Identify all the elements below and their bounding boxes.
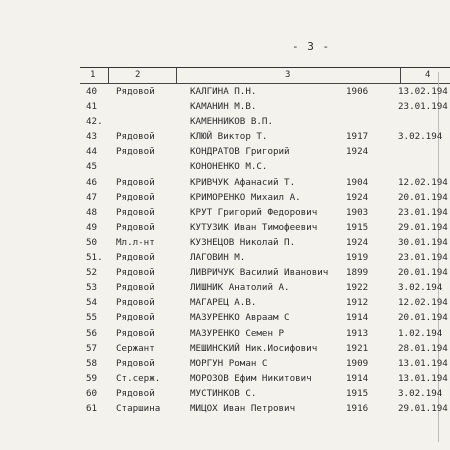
table-row [0, 190, 450, 205]
row-name: МИЦОХ Иван Петрович [190, 402, 296, 414]
row-birth-year: 1924 [346, 146, 369, 158]
row-number: 46 [86, 176, 98, 188]
row-date: 23.01.194 [398, 206, 448, 218]
row-rank: Рядовой [116, 146, 155, 158]
table-row [0, 371, 450, 386]
row-date: 3.02.194 [398, 387, 443, 399]
row-birth-year: 1915 [346, 221, 369, 233]
row-number: 50 [86, 236, 98, 248]
row-name: КАМАНИН М.В. [190, 101, 257, 113]
row-birth-year: 1922 [346, 282, 369, 294]
row-date: 23.01.194 [398, 252, 448, 264]
row-number: 59 [86, 372, 98, 384]
row-number: 44 [86, 146, 98, 158]
row-number: 55 [86, 312, 98, 324]
table-row [0, 235, 450, 250]
table-row [0, 250, 450, 265]
row-number: 48 [86, 206, 98, 218]
row-rank: Рядовой [116, 86, 155, 97]
row-date: 29.01.194 [398, 402, 448, 414]
row-rank: Рядовой [116, 221, 155, 233]
row-number: 49 [86, 221, 98, 233]
column-header-2: 2 [135, 70, 141, 80]
row-name: КАМЕННИКОВ В.П. [190, 116, 273, 128]
row-name: МАЗУРЕНКО Семен Р [190, 327, 285, 339]
row-number: 43 [86, 131, 98, 143]
row-birth-year: 1912 [346, 297, 369, 309]
row-date: 28.01.194 [398, 342, 448, 354]
row-birth-year: 1903 [346, 206, 369, 218]
row-number: 53 [86, 282, 98, 294]
row-rank: Рядовой [116, 252, 155, 264]
row-rank: Рядовой [116, 327, 155, 339]
row-date: 1.02.194 [398, 327, 443, 339]
row-birth-year: 1924 [346, 191, 369, 203]
table-row [0, 401, 450, 416]
table-row [0, 356, 450, 371]
row-birth-year: 1914 [346, 312, 369, 324]
row-name: КРИВЧУК Афанасий Т. [190, 176, 296, 188]
table-row [0, 159, 450, 174]
row-number: 52 [86, 267, 98, 279]
row-name: МОРГУН Роман С [190, 357, 268, 369]
row-number: 40 [86, 86, 98, 97]
row-birth-year: 1904 [346, 176, 369, 188]
table-row [0, 341, 450, 356]
row-number: 56 [86, 327, 98, 339]
row-rank: Сержант [116, 342, 155, 354]
row-number: 60 [86, 387, 98, 399]
row-rank: Рядовой [116, 206, 155, 218]
table-row [0, 205, 450, 220]
table-row [0, 114, 450, 129]
table-row [0, 295, 450, 310]
table-row [0, 310, 450, 325]
row-name: МАГАРЕЦ А.В. [190, 297, 257, 309]
row-date: 12.02.194 [398, 297, 448, 309]
table-top-rule [80, 67, 450, 68]
row-date: 3.02.194 [398, 131, 443, 143]
row-birth-year: 1899 [346, 267, 369, 279]
row-number: 41 [86, 101, 98, 113]
row-birth-year: 1915 [346, 387, 369, 399]
row-birth-year: 1921 [346, 342, 369, 354]
row-birth-year: 1909 [346, 357, 369, 369]
row-birth-year: 1913 [346, 327, 369, 339]
row-name: КРИМОРЕНКО Михаил А. [190, 191, 301, 203]
row-number: 58 [86, 357, 98, 369]
row-rank: Мл.л-нт [116, 236, 155, 248]
row-rank: Рядовой [116, 282, 155, 294]
row-date: 20.01.194 [398, 312, 448, 324]
table-row [0, 144, 450, 159]
row-name: КРУТ Григорий Федорович [190, 206, 318, 218]
row-number: 61 [86, 402, 98, 414]
table-row [0, 265, 450, 280]
column-divider [108, 68, 109, 83]
row-number: 54 [86, 297, 98, 309]
row-name: КОНДРАТОВ Григорий [190, 146, 290, 158]
row-rank: Ст.серж. [116, 372, 161, 384]
row-rank: Старшина [116, 402, 161, 414]
table-row [0, 280, 450, 295]
row-birth-year: 1906 [346, 86, 369, 97]
row-rank: Рядовой [116, 387, 155, 399]
row-date: 23.01.194 [398, 101, 448, 113]
row-number: 45 [86, 161, 98, 173]
table-row [0, 84, 450, 99]
row-rank: Рядовой [116, 312, 155, 324]
table-row [0, 220, 450, 235]
row-birth-year: 1914 [346, 372, 369, 384]
table-row [0, 386, 450, 401]
row-birth-year: 1917 [346, 131, 369, 143]
row-birth-year: 1924 [346, 236, 369, 248]
row-name: МУСТИНКОВ С. [190, 387, 257, 399]
table-row [0, 326, 450, 341]
column-divider [176, 68, 177, 83]
row-number: 42. [86, 116, 103, 128]
row-date: 20.01.194 [398, 191, 448, 203]
row-name: МЕШИНСКИЙ Ник.Иосифович [190, 342, 318, 354]
row-rank: Рядовой [116, 191, 155, 203]
row-name: ЛИШНИК Анатолий А. [190, 282, 290, 294]
row-date: 3.02.194 [398, 282, 443, 294]
table-row [0, 129, 450, 144]
row-date: 30.01.194 [398, 236, 448, 248]
row-name: КАЛГИНА П.Н. [190, 86, 257, 97]
column-header-4: 4 [425, 70, 431, 80]
row-number: 57 [86, 342, 98, 354]
row-rank: Рядовой [116, 176, 155, 188]
row-birth-year: 1916 [346, 402, 369, 414]
column-header-1: 1 [90, 70, 96, 80]
page-number: - 3 - [292, 40, 331, 53]
row-birth-year: 1919 [346, 252, 369, 264]
column-divider [400, 68, 401, 83]
row-name: ЛАГОВИН М. [190, 252, 246, 264]
row-rank: Рядовой [116, 357, 155, 369]
row-name: МАЗУРЕНКО Авраам С [190, 312, 290, 324]
row-rank: Рядовой [116, 267, 155, 279]
row-date: 13.01.194 [398, 372, 448, 384]
row-date: 13.02.194 [398, 86, 448, 97]
row-name: КЛЮЙ Виктор Т. [190, 131, 268, 143]
table-row [0, 99, 450, 114]
row-number: 51. [86, 252, 103, 264]
row-name: КУЗНЕЦОВ Николай П. [190, 236, 296, 248]
personnel-table [0, 84, 450, 416]
row-date: 13.01.194 [398, 357, 448, 369]
row-name: КОНОНЕНКО М.С. [190, 161, 268, 173]
row-date: 12.02.194 [398, 176, 448, 188]
row-rank: Рядовой [116, 297, 155, 309]
table-row [0, 175, 450, 190]
row-name: ЛИВРИЧУК Василий Иванович [190, 267, 329, 279]
row-number: 47 [86, 191, 98, 203]
row-date: 20.01.194 [398, 267, 448, 279]
row-name: МОРОЗОВ Ефим Никитович [190, 372, 312, 384]
row-date: 29.01.194 [398, 221, 448, 233]
column-header-3: 3 [285, 70, 291, 80]
row-rank: Рядовой [116, 131, 155, 143]
row-name: КУТУЗИК Иван Тимофеевич [190, 221, 318, 233]
